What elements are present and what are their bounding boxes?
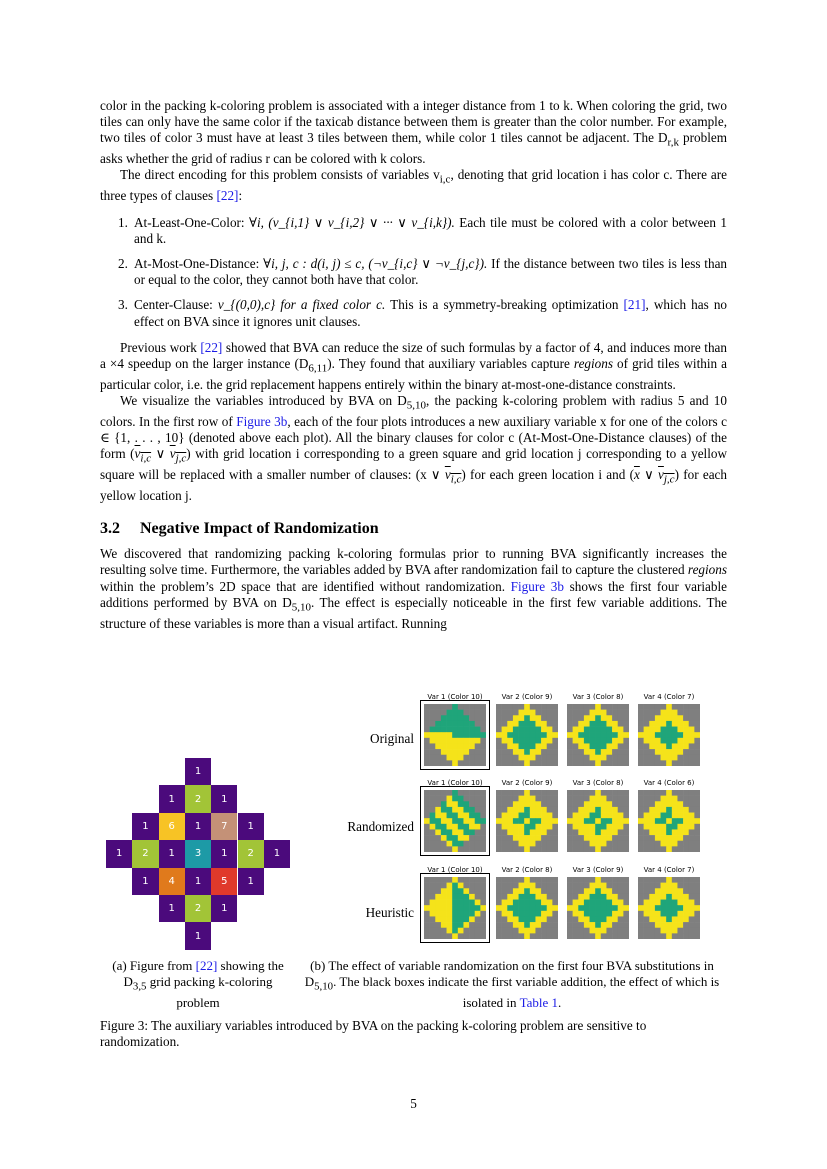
plot-title: Var 3 (Color 8) <box>572 693 624 701</box>
plot-title: Var 4 (Color 7) <box>643 693 695 701</box>
diamond-cell: 1 <box>159 895 185 922</box>
paragraph-4: We visualize the variables introduced by BVA on $D_{5,10}$, the packing k-coloring problem with radius 5 and 10 colors. In the first row of Figure 3b, each of the four plots introduces a new auxiliary variable x for one of the colors c ∈ {1, . . . , 10} (denoted above each plot). All the binary clauses for color c (At-Most-One-Distance clauses) of the form ($v_{i,c}$ ∨ $v_{j,c}$) with grid location i corresponding to a green square and grid location j corresponding to a yellow square will be replaced with a smaller number of clauses: (x ∨ $v_{i,c}$) for each green location i and ($\overline{x}$ ∨ $v_{j,c}$) for each yellow location j. <box>100 392 728 503</box>
plot-title: Var 1 (Color 10) <box>427 693 483 701</box>
bva-grid-plot <box>638 704 700 766</box>
bva-grid-plot <box>567 790 629 852</box>
diamond-cell: 1 <box>159 840 185 867</box>
diamond-cell: 1 <box>185 868 211 895</box>
diamond-cell: 1 <box>185 922 211 949</box>
table-link[interactable]: Table 1 <box>519 994 558 1010</box>
clause-item: 1. At-Least-One-Color: ∀i, (v_{i,1} ∨ v_{i,2} ∨ ··· ∨ v_{i,k}). Each tile must be colored with a color between 1 and k. <box>118 214 727 246</box>
diamond-cell: 1 <box>132 868 158 895</box>
clause-item: 2. At-Most-One-Distance: ∀i, j, c : d(i, j) ≤ c, (¬v_{i,c} ∨ ¬v_{j,c}). If the distance between two tiles is less than or equal to the color, they cannot both have that color. <box>118 255 728 288</box>
first-variable-box <box>420 700 490 770</box>
diamond-cell: 1 <box>159 785 185 812</box>
diamond-cell: 1 <box>238 868 264 895</box>
first-variable-box <box>420 786 490 856</box>
bva-grid-plot <box>496 704 558 766</box>
bva-grid-plot <box>638 877 700 939</box>
clause-item: 3. Center-Clause: v_{(0,0),c} for a fixed color c. This is a symmetry-breaking optimization [21], which has no effect on BVA since it ignores unit clauses. <box>118 297 728 329</box>
citation-link[interactable]: [21] <box>623 297 646 313</box>
citation-link[interactable]: [22] <box>195 958 218 973</box>
diamond-cell: 7 <box>211 813 237 840</box>
citation-link[interactable]: [22] <box>216 188 239 204</box>
subcaption-b: (b) The effect of variable randomization on the first four BVA substitutions in $D_{5,10}$. The black boxes indicate the first variable addition, the effect of which is isolated in Table 1. <box>304 958 720 1010</box>
first-variable-box <box>420 873 490 943</box>
figure-link[interactable]: Figure 3b <box>236 413 288 429</box>
plot-title: Var 3 (Color 8) <box>572 779 624 787</box>
plot-title: Var 3 (Color 9) <box>572 866 624 874</box>
paragraph-3: Previous work [22] showed that BVA can reduce the size of such formulas by a factor of 4, and induces more than a ×4 speedup on the larger instance $(D_{6,11})$. They found that auxiliary variables capture regions of grid tiles within a particular color, i.e. the grid replacement happens entirely within the binary at-most-one-distance constraints. <box>100 339 727 392</box>
paragraph-2: The direct encoding for this problem consists of variables $v_{i,c}$, denoting that grid location i has color c. There are three types of clauses [22]: <box>100 167 727 204</box>
figure-caption: Figure 3: The auxiliary variables introduced by BVA on the packing k-coloring problem are sensitive to randomization. <box>100 1018 647 1050</box>
clause-list <box>100 215 727 330</box>
diamond-cell: 1 <box>238 813 264 840</box>
diamond-cell: 1 <box>211 895 237 922</box>
page-number: 5 <box>410 1096 417 1111</box>
diamond-cell: 2 <box>185 785 211 812</box>
diamond-cell: 1 <box>211 785 237 812</box>
citation-link[interactable]: [22] <box>200 339 223 355</box>
diamond-cell: 1 <box>185 758 211 785</box>
bva-grid-plot <box>496 877 558 939</box>
diamond-cell: 4 <box>159 868 185 895</box>
plot-title: Var 2 (Color 9) <box>501 693 553 701</box>
paragraph-5: We discovered that randomizing packing k-coloring formulas prior to running BVA significantly increases the resulting solve time. Furthermore, the variables added by BVA after randomization fail to capture the clustered regions within the problem’s 2D space that are identified without randomization. Figure 3b shows the first four variable additions performed by BVA on $D_{5,10}$. The effect is especially noticeable in the first few variable additions. The structure of these variables is more than a visual artifact. Running <box>100 546 727 631</box>
bva-grid-plot <box>638 790 700 852</box>
row-label-randomized: Randomized <box>347 819 414 834</box>
diamond-cell: 6 <box>159 813 185 840</box>
row-label-original: Original <box>370 731 414 746</box>
diamond-cell: 1 <box>185 813 211 840</box>
diamond-cell: 1 <box>132 813 158 840</box>
bva-grid-plot <box>567 877 629 939</box>
plot-title: Var 2 (Color 9) <box>501 779 553 787</box>
bva-grid-plot <box>567 704 629 766</box>
section-heading: 3.2 Negative Impact of Randomization <box>100 520 379 538</box>
plot-title: Var 1 (Color 10) <box>427 866 483 874</box>
diamond-cell: 2 <box>132 840 158 867</box>
diamond-cell: 3 <box>185 840 211 867</box>
diamond-cell: 1 <box>106 840 132 867</box>
diamond-cell: 5 <box>211 868 237 895</box>
plot-title: Var 1 (Color 10) <box>427 779 483 787</box>
diamond-grid-figure <box>106 758 290 950</box>
plot-title: Var 4 (Color 6) <box>643 779 695 787</box>
paragraph-1: color in the packing k-coloring problem is associated with a integer distance from 1 to k. When coloring the grid, two tiles can only have the same color if the taxicab distance between them is greater than the color number. For example, two tiles of color 3 must have at least 3 tiles between them, while color 1 tiles cannot be adjacent. The $D_{r,k}$ problem asks whether the grid of radius r can be colored with k colors. <box>100 98 728 167</box>
diamond-cell: 1 <box>211 840 237 867</box>
diamond-cell: 1 <box>264 840 290 867</box>
page-body <box>100 98 727 632</box>
plot-title: Var 2 (Color 8) <box>501 866 553 874</box>
row-label-heuristic: Heuristic <box>365 905 414 920</box>
subcaption-a: (a) Figure from [22] showing the $D_{3,5}$ grid packing k-coloring problem <box>112 958 284 1010</box>
diamond-cell: 2 <box>238 840 264 867</box>
bva-grid-plot <box>496 790 558 852</box>
figure-link[interactable]: Figure 3b <box>510 578 564 594</box>
diamond-cell: 2 <box>185 895 211 922</box>
plot-title: Var 4 (Color 7) <box>643 866 695 874</box>
